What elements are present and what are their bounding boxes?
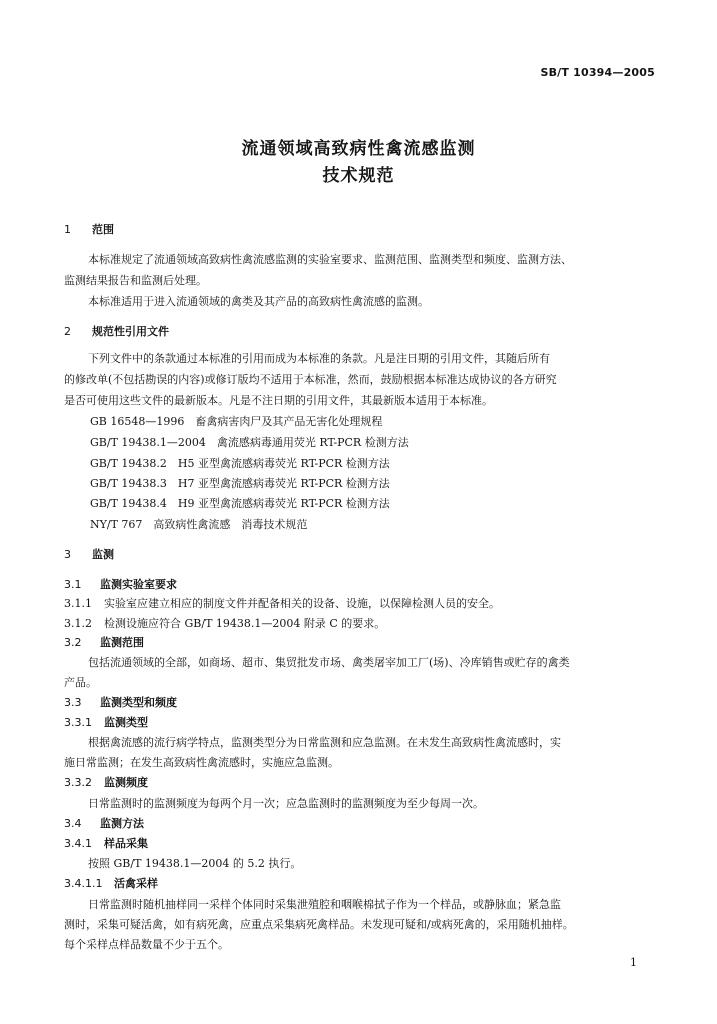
clause-3-2-heading: [64, 636, 664, 650]
section-number: 1: [64, 223, 71, 236]
reference-item: GB/T 19438.2 H5 亚型禽流感病毒荧光 RT-PCR 检测方法: [90, 457, 390, 470]
clause-text: 实验室应建立相应的制度文件并配备相关的设备、设施，以保障检测人员的安全。: [104, 597, 500, 610]
clause-3-4-1-heading: [64, 837, 664, 851]
document-subtitle: 技术规范: [322, 166, 395, 186]
clause-number: 3.4.1: [64, 837, 92, 850]
clause-title: 样品采集: [104, 837, 148, 850]
clause-title: 监测范围: [100, 636, 144, 649]
reference-item: GB/T 19438.1—2004 禽流感病毒通用荧光 RT-PCR 检测方法: [90, 436, 409, 449]
section-title: 规范性引用文件: [92, 325, 169, 338]
clause-title: 活禽采样: [114, 877, 158, 890]
clause-3-4-heading: [64, 817, 664, 831]
reference-item: NY/T 767 高致病性禽流感 消毒技术规范: [90, 518, 308, 531]
clause-number: 3.4: [64, 817, 82, 830]
clause-3-3-2-heading: [64, 776, 664, 790]
paragraph-line: 本标准适用于进入流通领域的禽类及其产品的高致病性禽流感的监测。: [88, 295, 429, 308]
paragraph-line: 施日常监测；在发生高致病性禽流感时，实施应急监测。: [64, 756, 339, 769]
clause-3-3-heading: [64, 696, 664, 710]
clause-number: 3.1: [64, 578, 82, 591]
clause-3-1-1: [64, 597, 664, 611]
paragraph-line: 下列文件中的条款通过本标准的引用而成为本标准的条款。凡是注日期的引用文件，其随后所有: [88, 352, 550, 365]
clause-title: 监测类型: [104, 716, 148, 729]
document-title: 流通领域高致病性禽流感监测: [241, 139, 476, 159]
clause-title: 监测实验室要求: [100, 578, 177, 591]
reference-item: GB/T 19438.4 H9 亚型禽流感病毒荧光 RT-PCR 检测方法: [90, 497, 390, 510]
section-2-heading: [64, 325, 664, 339]
clause-number: 3.3.1: [64, 716, 92, 729]
paragraph-line: 产品。: [64, 676, 97, 689]
clause-number: 3.1.1: [64, 597, 92, 610]
paragraph-line: 本标准规定了流通领域高致病性禽流感监测的实验室要求、监测范围、监测类型和频度、监测方法、: [88, 253, 572, 266]
paragraph-line: 根据禽流感的流行病学特点，监测类型分为日常监测和应急监测。在未发生高致病性禽流感时，实: [88, 736, 561, 749]
clause-3-4-1-1-heading: [64, 877, 664, 891]
paragraph-line: 监测结果报告和监测后处理。: [64, 274, 207, 287]
clause-number: 3.3.2: [64, 776, 92, 789]
paragraph-line: 日常监测时的监测频度为每两个月一次；应急监测时的监测频度为至少每周一次。: [88, 797, 484, 810]
paragraph-line: 的修改单(不包括勘误的内容)或修订版均不适用于本标准，然而，鼓励根据本标准达成协议的各方研究: [64, 373, 557, 386]
clause-3-3-1-heading: [64, 716, 664, 730]
section-3-heading: [64, 548, 664, 562]
clause-number: 3.4.1.1: [64, 877, 103, 890]
paragraph-line: 包括流通领域的全部，如商场、超市、集贸批发市场、禽类屠宰加工厂(场)、冷库销售或贮存的禽类: [88, 656, 570, 669]
section-title: 范围: [92, 223, 114, 236]
clause-number: 3.3: [64, 696, 82, 709]
clause-3-1-heading: [64, 578, 664, 592]
standard-code: SB/T 10394—2005: [540, 66, 655, 79]
clause-number: 3.1.2: [64, 617, 92, 630]
reference-item: GB 16548—1996 畜禽病害肉尸及其产品无害化处理规程: [90, 415, 383, 428]
paragraph-line: 每个采样点样品数量不少于五个。: [64, 938, 229, 951]
clause-title: 监测类型和频度: [100, 696, 177, 709]
page-number: 1: [630, 956, 637, 969]
section-title: 监测: [92, 548, 114, 561]
section-1-heading: [64, 223, 664, 237]
clause-3-1-2: [64, 617, 664, 631]
section-number: 2: [64, 325, 71, 338]
paragraph-line: 按照 GB/T 19438.1—2004 的 5.2 执行。: [88, 857, 302, 870]
clause-title: 监测频度: [104, 776, 148, 789]
clause-number: 3.2: [64, 636, 82, 649]
clause-text: 检测设施应符合 GB/T 19438.1—2004 附录 C 的要求。: [104, 617, 386, 630]
reference-item: GB/T 19438.3 H7 亚型禽流感病毒荧光 RT-PCR 检测方法: [90, 477, 390, 490]
paragraph-line: 日常监测时随机抽样同一采样个体同时采集泄殖腔和咽喉棉拭子作为一个样品，或静脉血；紧急监: [88, 898, 561, 911]
paragraph-line: 是否可使用这些文件的最新版本。凡是不注日期的引用文件，其最新版本适用于本标准。: [64, 394, 493, 407]
clause-title: 监测方法: [100, 817, 144, 830]
paragraph-line: 测时，采集可疑活禽，如有病死禽，应重点采集病死禽样品。未发现可疑和/或病死禽的，采用随机抽样。: [64, 918, 574, 931]
section-number: 3: [64, 548, 71, 561]
